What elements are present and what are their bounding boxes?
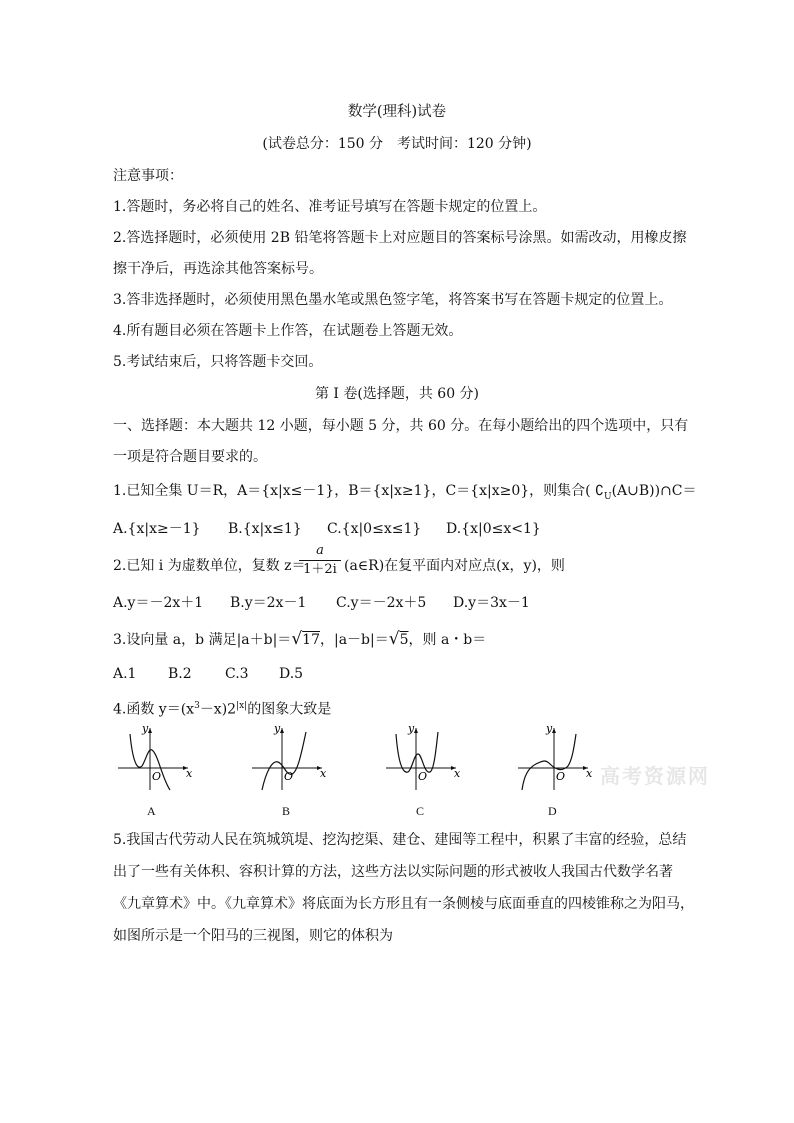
graph-c <box>384 720 464 795</box>
notice-item: 4.所有题目必须在答题卡上作答，在试题卷上答题无效。 <box>113 323 463 339</box>
q1-option-a: A.{x|x≥－1} <box>113 521 201 537</box>
graph-d <box>516 720 596 795</box>
curve <box>396 732 438 772</box>
page-title: 数学(理科)试卷 <box>347 104 447 120</box>
q2-option-c: C.y＝－2x＋5 <box>336 595 427 611</box>
q1-option-c: C.{x|0≤x≤1} <box>327 521 422 537</box>
fraction-bar <box>299 560 341 561</box>
notice-item: 2.答选择题时，必须使用 2B 铅笔将答题卡上对应题目的答案标号涂黑。如需改动，用橡皮擦 <box>113 230 687 246</box>
origin-label: O <box>556 770 566 783</box>
question-5-line: 如图所示是一个阳马的三视图，则它的体积为 <box>113 928 393 944</box>
x-axis-label: x <box>320 767 327 780</box>
question-3-stem: 3.设向量 a，b 满足|a＋b|＝√17，|a－b|＝√5，则 a・b＝ <box>113 629 487 649</box>
graph-d-label: D <box>548 804 557 818</box>
graph-a <box>116 720 196 795</box>
y-axis-arrow <box>280 728 284 733</box>
section-title: 第 I 卷(选择题，共 60 分) <box>314 386 480 402</box>
origin-label: O <box>284 770 294 783</box>
q1-option-d: D.{x|0≤x<1} <box>446 521 541 537</box>
notice-item: 擦干净后，再选涂其他答案标号。 <box>113 261 323 277</box>
q2-option-b: B.y＝2x－1 <box>230 595 307 611</box>
section-intro: 一、选择题：本大题共 12 小题，每小题 5 分，共 60 分。在每小题给出的四个选项中，只有 <box>113 418 689 434</box>
x-axis-label: x <box>186 767 193 780</box>
y-axis-label: y <box>142 722 149 735</box>
question-5-line: 《九章算术》中。《九章算术》将底面为长方形且有一条侧棱与底面垂直的四棱锥称之为阳马， <box>113 896 694 912</box>
curve <box>522 734 576 790</box>
graph-a-label: A <box>147 804 156 818</box>
y-axis-arrow <box>552 728 556 733</box>
q1-option-b: B.{x|x≤1} <box>228 521 302 537</box>
notice-item: 5.考试结束后，只将答题卡交回。 <box>113 354 323 370</box>
origin-label: O <box>152 770 162 783</box>
y-axis-arrow <box>414 728 418 733</box>
question-1-stem: 1.已知全集 U＝R，A＝{x|x≤－1}，B＝{x|x≥1}，C＝{x|x≥0}，则集合( $∁_U(A\cup B))\cap C=$ <box>113 483 697 502</box>
question-2-stem-a: 2.已知 i 为虚数单位，复数 z＝ <box>113 558 306 574</box>
page-subtitle: (试卷总分：150 分 考试时间：120 分钟) <box>262 136 532 152</box>
q3-option-d: D.5 <box>279 666 304 682</box>
y-axis-label: y <box>274 722 281 735</box>
notice-item: 1.答题时，务必将自己的姓名、准考证号填写在答题卡规定的位置上。 <box>113 199 547 215</box>
question-4-stem: 4.函数 $y=(x^3-x)2^{|x|}$的图象大致是 <box>113 701 332 718</box>
question-5-line: 5.我国古代劳动人民在筑城筑堤、挖沟挖渠、建仓、建囤等工程中，积累了丰富的经验，总结 <box>113 832 687 848</box>
y-axis-label: y <box>408 722 415 735</box>
q3-option-b: B.2 <box>168 666 192 682</box>
graph-c-label: C <box>416 804 425 818</box>
q3-option-a: A.1 <box>113 666 137 682</box>
question-2-stem-b: (a∈R)在复平面内对应点(x，y)，则 <box>344 558 565 574</box>
q3-option-c: C.3 <box>225 666 249 682</box>
graph-b <box>250 720 330 795</box>
x-axis-label: x <box>586 767 593 780</box>
notice-item: 3.答非选择题时，必须使用黑色墨水笔或黑色签字笔，将答案书写在答题卡规定的位置上。 <box>113 292 673 308</box>
notice-heading: 注意事项： <box>113 168 183 184</box>
question-5-line: 出了一些有关体积、容积计算的方法，这些方法以实际问题的形式被收人我国古代数学名著 <box>113 864 673 880</box>
watermark: 高考资源网 <box>600 764 710 788</box>
q2-fraction <box>299 543 341 578</box>
q2-option-a: A.y＝－2x＋1 <box>113 595 204 611</box>
y-axis-arrow <box>148 728 152 733</box>
q2-option-d: D.y＝3x－1 <box>453 595 530 611</box>
x-axis-label: x <box>454 767 461 780</box>
origin-label: O <box>418 770 428 783</box>
q2-fraction-numerator: a <box>316 543 324 558</box>
q2-fraction-denominator: 1＋2i <box>303 562 337 577</box>
y-axis-label: y <box>546 722 553 735</box>
section-intro: 一项是符合题目要求的。 <box>113 449 267 465</box>
graph-b-label: B <box>282 804 291 818</box>
